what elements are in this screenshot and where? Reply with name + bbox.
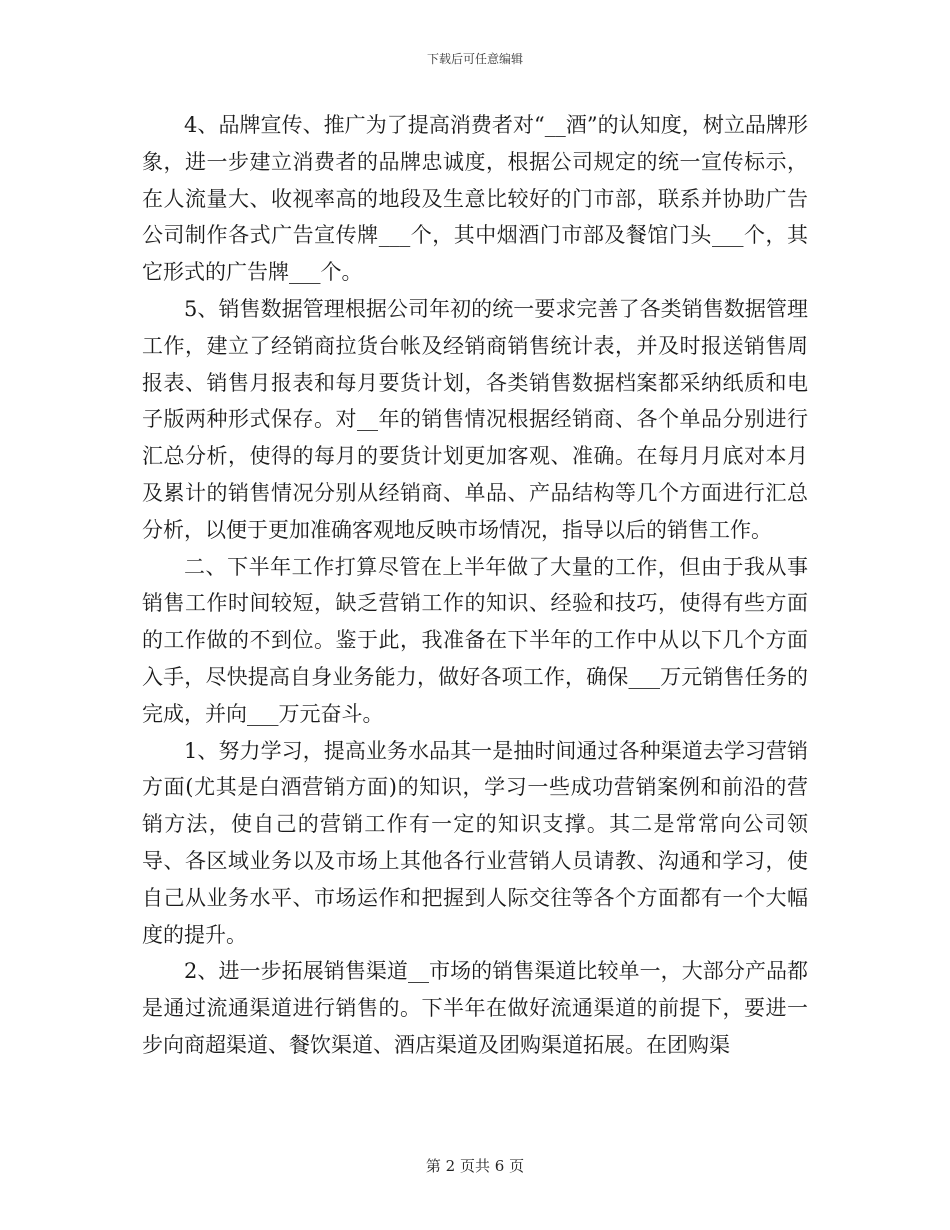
paragraph-expand-channels: 2、进一步拓展销售渠道__市场的销售渠道比较单一，大部分产品都是通过流通渠道进行销售的。下半年在做好流通渠道的前提下，要进一步向商超渠道、餐饮渠道、酒店渠道及团购渠道拓展。在团购渠 xyxy=(142,959,808,1057)
document-body xyxy=(142,107,808,1064)
paragraph-brand-promotion: 4、品牌宣传、推广为了提高消费者对“__酒”的认知度，树立品牌形象，进一步建立消费者的品牌忠诚度，根据公司规定的统一宣传标示，在人流量大、收视率高的地段及生意比较好的门市部，联系并协助广告公司制作各式广告宣传牌___个，其中烟酒门市部及餐馆门头___个，其它形式的广告牌___个。 xyxy=(142,113,808,285)
paragraph-study-improvement: 1、努力学习，提高业务水品其一是抽时间通过各种渠道去学习营销方面(尤其是白酒营销方面)的知识，学习一些成功营销案例和前沿的营销方法，使自己的营销工作有一定的知识支撑。其二是常常向公司领导、各区域业务以及市场上其他各行业营销人员请教、沟通和学习，使自己从业务水平、市场运作和把握到人际交往等各个方面都有一个大幅度的提升。 xyxy=(142,738,808,947)
page-header-note: 下载后可任意编辑 xyxy=(426,52,523,66)
paragraph-sales-data-management: 5、销售数据管理根据公司年初的统一要求完善了各类销售数据管理工作，建立了经销商拉货台帐及经销商销售统计表，并及时报送销售周报表、销售月报表和每月要货计划，各类销售数据档案都采纳纸质和电子版两种形式保存。对__年的销售情况根据经销商、各个单品分别进行汇总分析，使得的每月的要货计划更加客观、准确。在每月月底对本月及累计的销售情况分别从经销商、单品、产品结构等几个方面进行汇总分析，以便于更加准确客观地反映市场情况，指导以后的销售工作。 xyxy=(142,296,808,542)
paragraph-second-half-plan: 二、下半年工作打算尽管在上半年做了大量的工作，但由于我从事销售工作时间较短，缺乏营销工作的知识、经验和技巧，使得有些方面的工作做的不到位。鉴于此，我准备在下半年的工作中从以下几个方面入手，尽快提高自身业务能力，做好各项工作，确保___万元销售任务的完成，并向___万元奋斗。 xyxy=(142,554,808,726)
page-number: 第 2 页共 6 页 xyxy=(425,1157,525,1175)
